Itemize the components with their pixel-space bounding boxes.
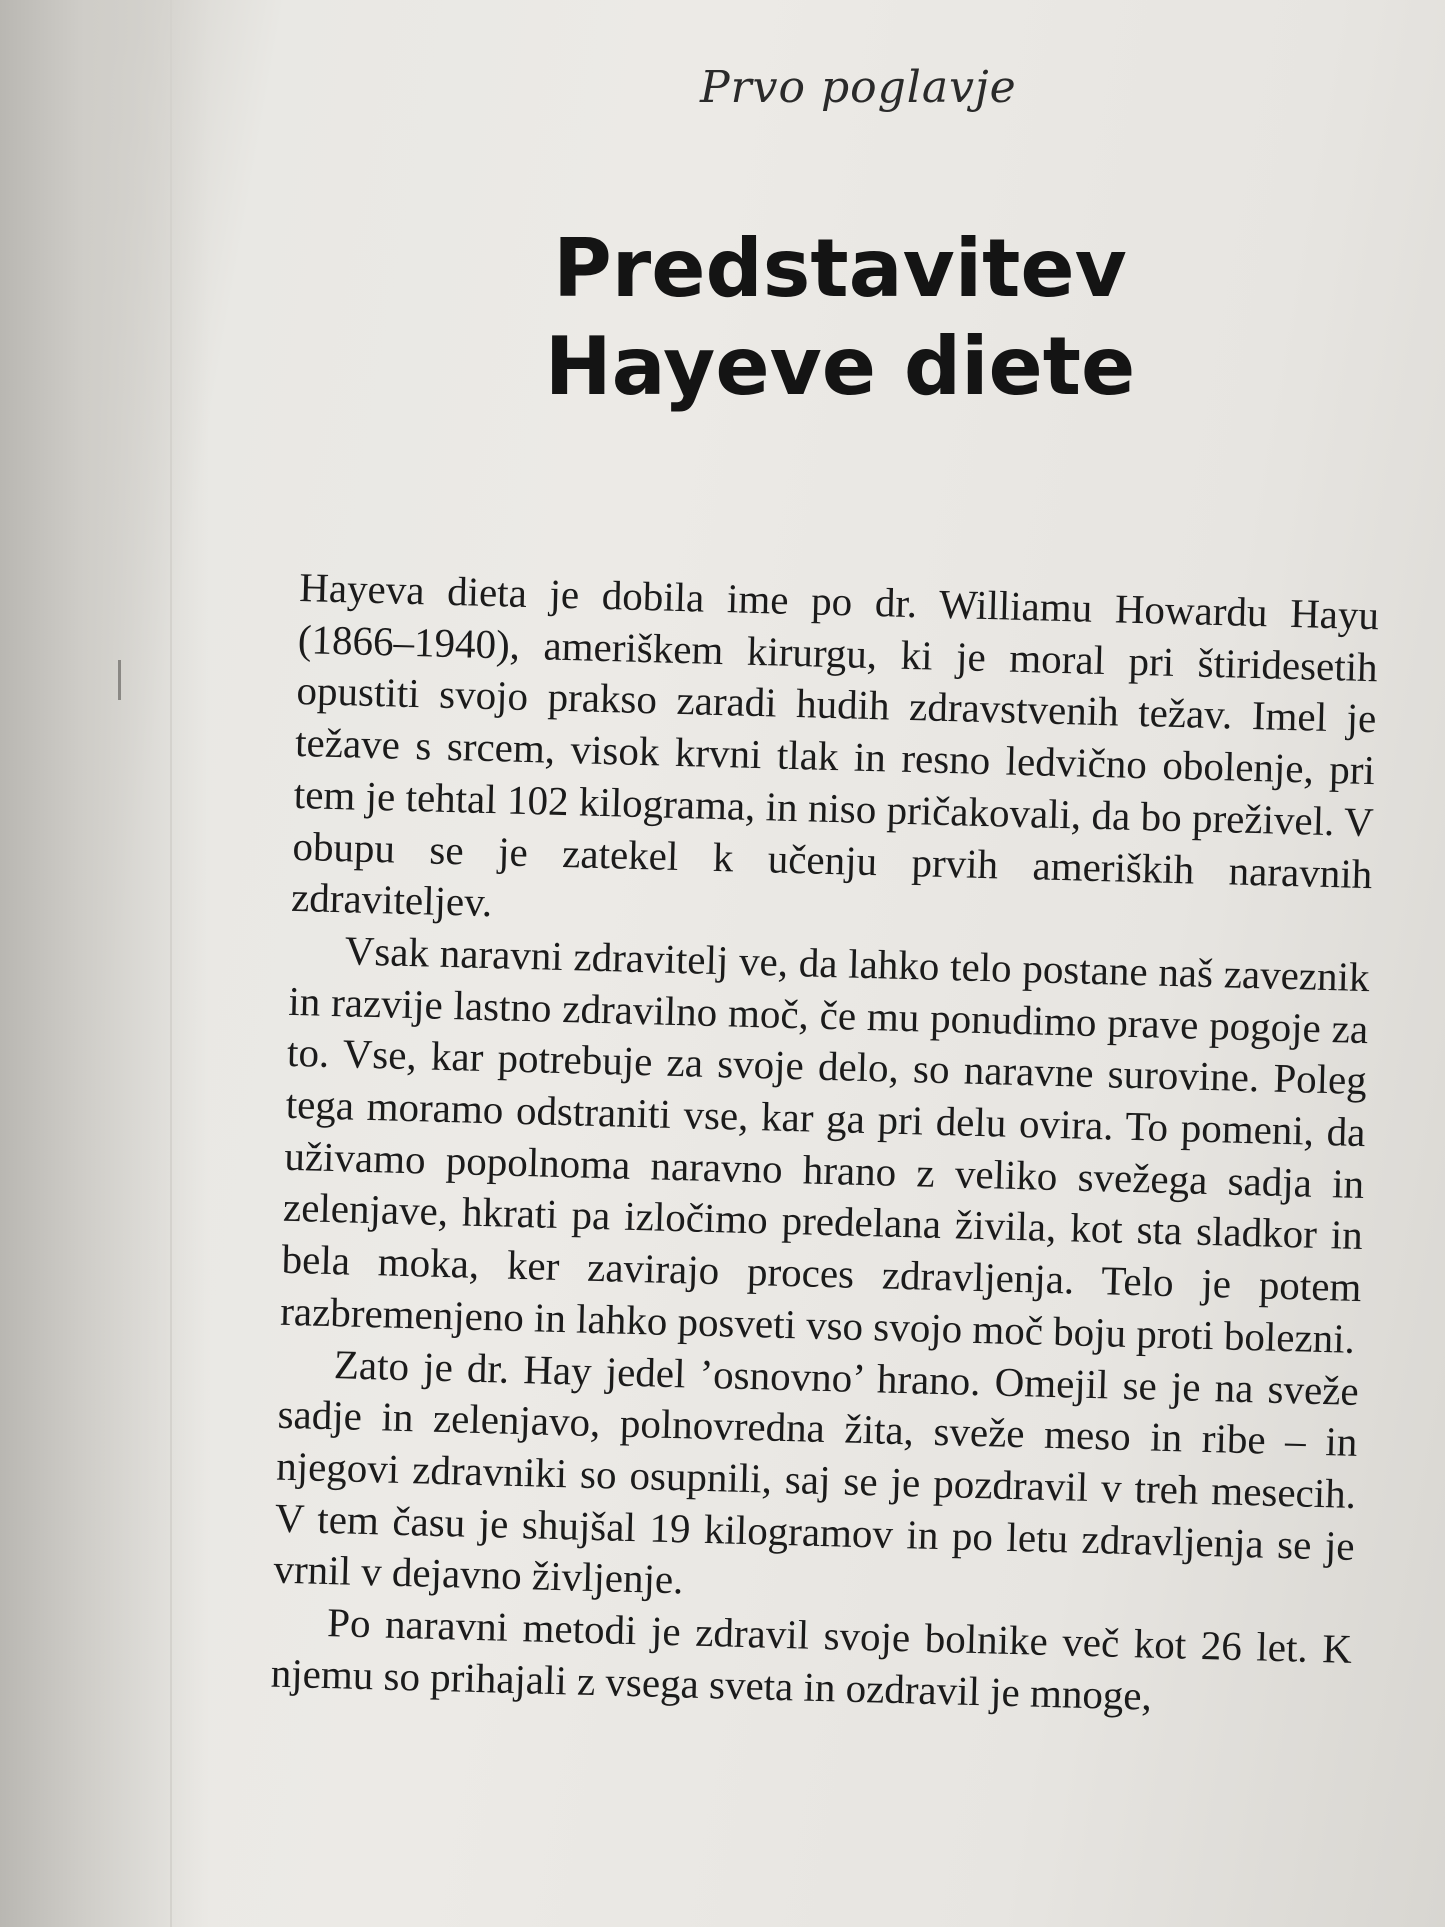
page-edge — [170, 0, 172, 1927]
margin-mark — [118, 660, 121, 700]
paragraph-3: Zato je dr. Hay jedel ’osnovno’ hrano. Omejil se je na sveže sadje in zelenjavo, polnovredna žita, sveže meso in ribe – in njegovi zdravniki so osupnili, saj se je pozdravil v treh mesecih. V tem času je shujšal 19 kilogramov in po letu zdravljenja se je vrnil v dejavno življenje. — [273, 1340, 1360, 1603]
chapter-title: Predstavitev Hayeve diete — [544, 222, 1136, 413]
paragraph-4: Po naravni metodi je zdravil svoje bolnike več kot 26 let. K njemu so prihajali z vsega sveta in ozdravil je mnoge, — [270, 1599, 1353, 1719]
paragraph-2: Vsak naravni zdravitelj ve, da lahko telo postane naš zaveznik in razvije lastno zdravilno moč, če mu ponudimo prave pogoje za to. Vse, kar potrebuje za svoje delo, so naravne surovine. Poleg tega moramo odstraniti vse, kar ga pri delu ovira. To pomeni, da uživamo popolnoma naravno hrano z veliko svežega sadja in zelenjave, hkrati pa izločimo predelana živila, kot sta sladkor in bela moka, ker zavirajo proces zdravljenja. Telo je potem razbremenjeno in lahko posveti vso svojo moč boju proti bolezni. — [279, 927, 1371, 1362]
body-text — [270, 562, 1379, 1727]
paragraph-1: Hayeva dieta je dobila ime po dr. Williamu Howardu Hayu (1866–1940), ameriškem kirurgu, ki je moral pri štiridesetih opustiti svojo prakso zaradi hudih zdravstvenih težav. Imel je težave s srcem, visok krvni tlak in resno ledvično obolenje, pri tem je tehtal 102 kilograma, in niso pričakovali, da bo preživel. V obupu se je zatekel k učenju prvih ameriških naravnih zdraviteljev. — [290, 563, 1380, 926]
spine-shadow — [0, 0, 210, 1927]
chapter-label: Prvo poglavje — [700, 62, 1017, 113]
